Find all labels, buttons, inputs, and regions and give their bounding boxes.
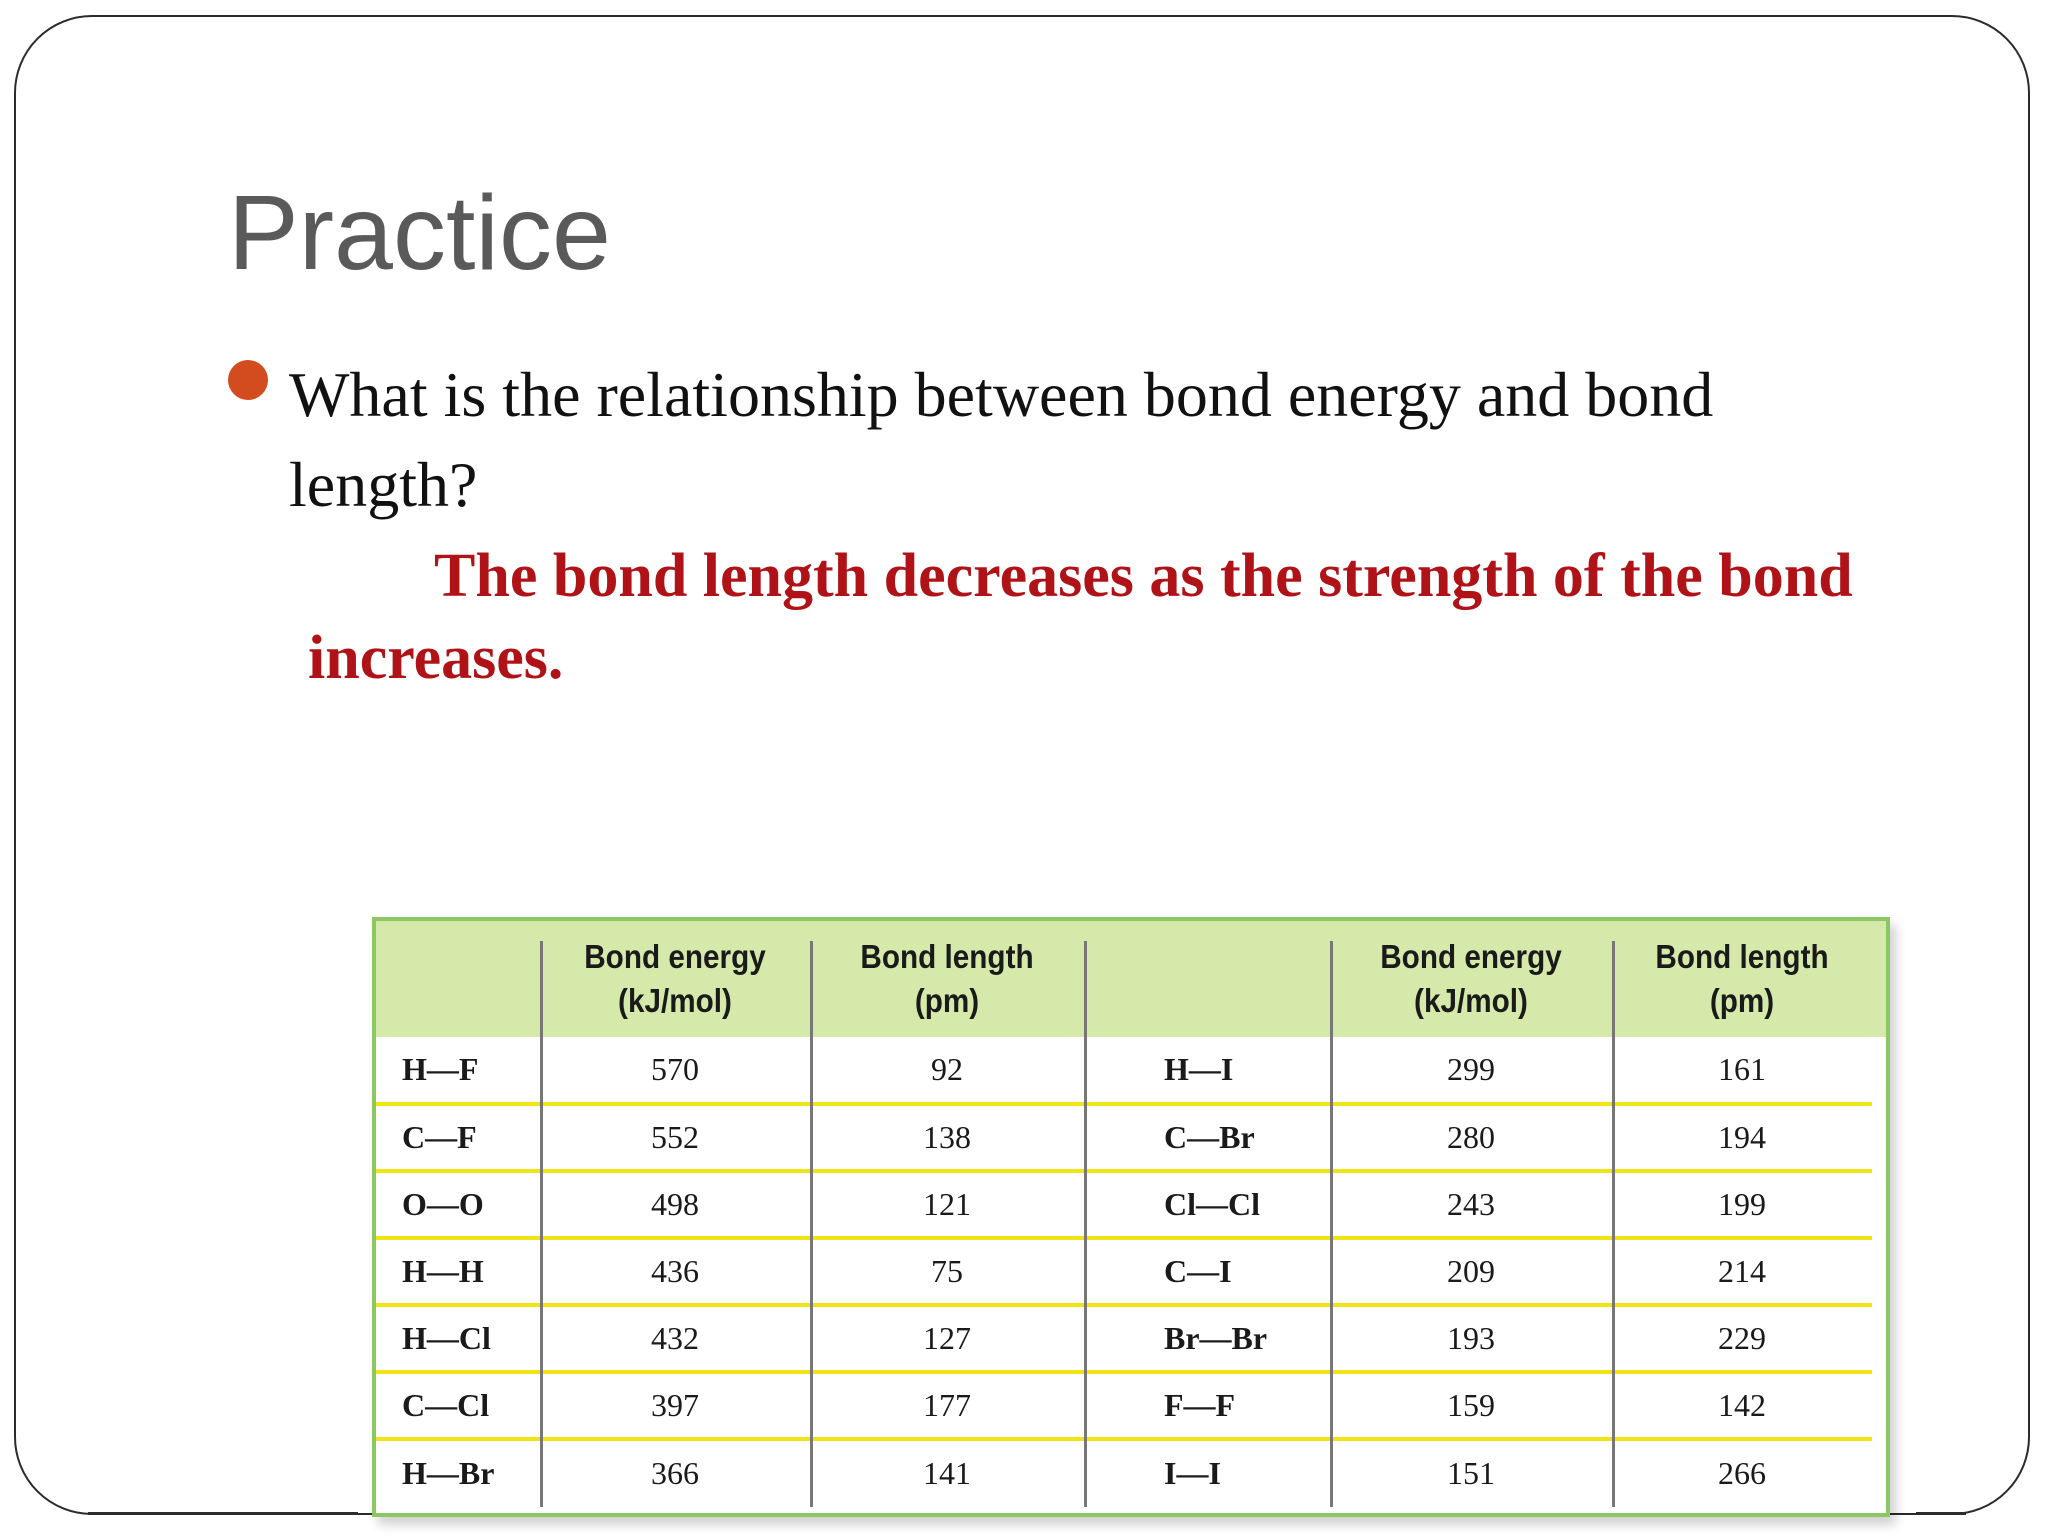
column-divider [540,941,543,1507]
table-row [376,1104,1872,1171]
column-divider [1330,941,1333,1507]
table-row [376,1305,1872,1372]
table-body [376,1037,1872,1506]
bond-name-cell: F—F [1084,1372,1330,1439]
table-header-cell: Bond energy (kJ/mol) [584,938,766,1019]
table-header-cell [1096,921,1317,1037]
table-cell: 159 [1330,1372,1612,1439]
table-cell: 142 [1612,1372,1872,1439]
table-header-row [376,921,1872,1037]
table-cell: 214 [1612,1238,1872,1305]
bond-data-table [376,921,1872,1506]
table-header-cell [384,921,532,1037]
bond-name-cell: Cl—Cl [1084,1171,1330,1238]
bullet-dot-icon [228,360,268,400]
column-divider [1612,941,1615,1507]
table-header-cell: Bond energy (kJ/mol) [1380,938,1562,1019]
table-cell: 436 [540,1238,810,1305]
table-row [376,1037,1872,1104]
table-cell: 209 [1330,1238,1612,1305]
bond-name-cell: H—H [376,1238,540,1305]
column-divider [810,941,813,1507]
bond-name-cell: C—I [1084,1238,1330,1305]
table-row [376,1238,1872,1305]
column-divider [1084,941,1087,1507]
bond-name-cell: C—Cl [376,1372,540,1439]
table-header-cell: Bond length (pm) [1655,938,1829,1019]
bond-name-cell: O—O [376,1171,540,1238]
question-text: What is the relationship between bond energy and bond length? [289,359,1714,520]
bond-name-cell: C—F [376,1104,540,1171]
table-cell: 193 [1330,1305,1612,1372]
bond-name-cell: I—I [1164,1455,1221,1491]
table-cell: 121 [810,1171,1084,1238]
frame-bottom-edge [1916,1512,1966,1515]
table-cell: 570 [540,1037,810,1104]
table-cell: 366 [651,1455,699,1491]
table-cell: 194 [1612,1104,1872,1171]
table-cell: 161 [1612,1037,1872,1104]
bond-name-cell: H—I [1084,1037,1330,1104]
table-cell: 243 [1330,1171,1612,1238]
table-cell: 92 [810,1037,1084,1104]
table-cell: 141 [923,1455,971,1491]
table-cell: 299 [1330,1037,1612,1104]
table-cell: 127 [810,1305,1084,1372]
table-row [376,1372,1872,1439]
table-cell: 266 [1718,1455,1766,1491]
bond-name-cell: H—Br [402,1455,495,1491]
table-cell: 177 [810,1372,1084,1439]
table-cell: 199 [1612,1171,1872,1238]
answer-text: The bond length decreases as the strength of the bond increases. [308,542,1853,692]
table-cell: 138 [810,1104,1084,1171]
table-cell: 552 [540,1104,810,1171]
bond-name-cell: Br—Br [1084,1305,1330,1372]
table-cell: 498 [540,1171,810,1238]
table-row [376,1171,1872,1238]
table-cell: 397 [540,1372,810,1439]
table-row [376,1439,1872,1506]
bond-name-cell: H—F [376,1037,540,1104]
table-header-cell: Bond length (pm) [860,938,1034,1019]
bond-table [372,917,1890,1517]
bond-name-cell: H—Cl [376,1305,540,1372]
bond-name-cell: C—Br [1084,1104,1330,1171]
slide-title: Practice [228,174,611,292]
table-cell: 75 [810,1238,1084,1305]
table-cell: 229 [1612,1305,1872,1372]
table-cell: 151 [1447,1455,1495,1491]
table-cell: 432 [540,1305,810,1372]
table-cell: 280 [1330,1104,1612,1171]
frame-bottom-edge [88,1512,358,1515]
